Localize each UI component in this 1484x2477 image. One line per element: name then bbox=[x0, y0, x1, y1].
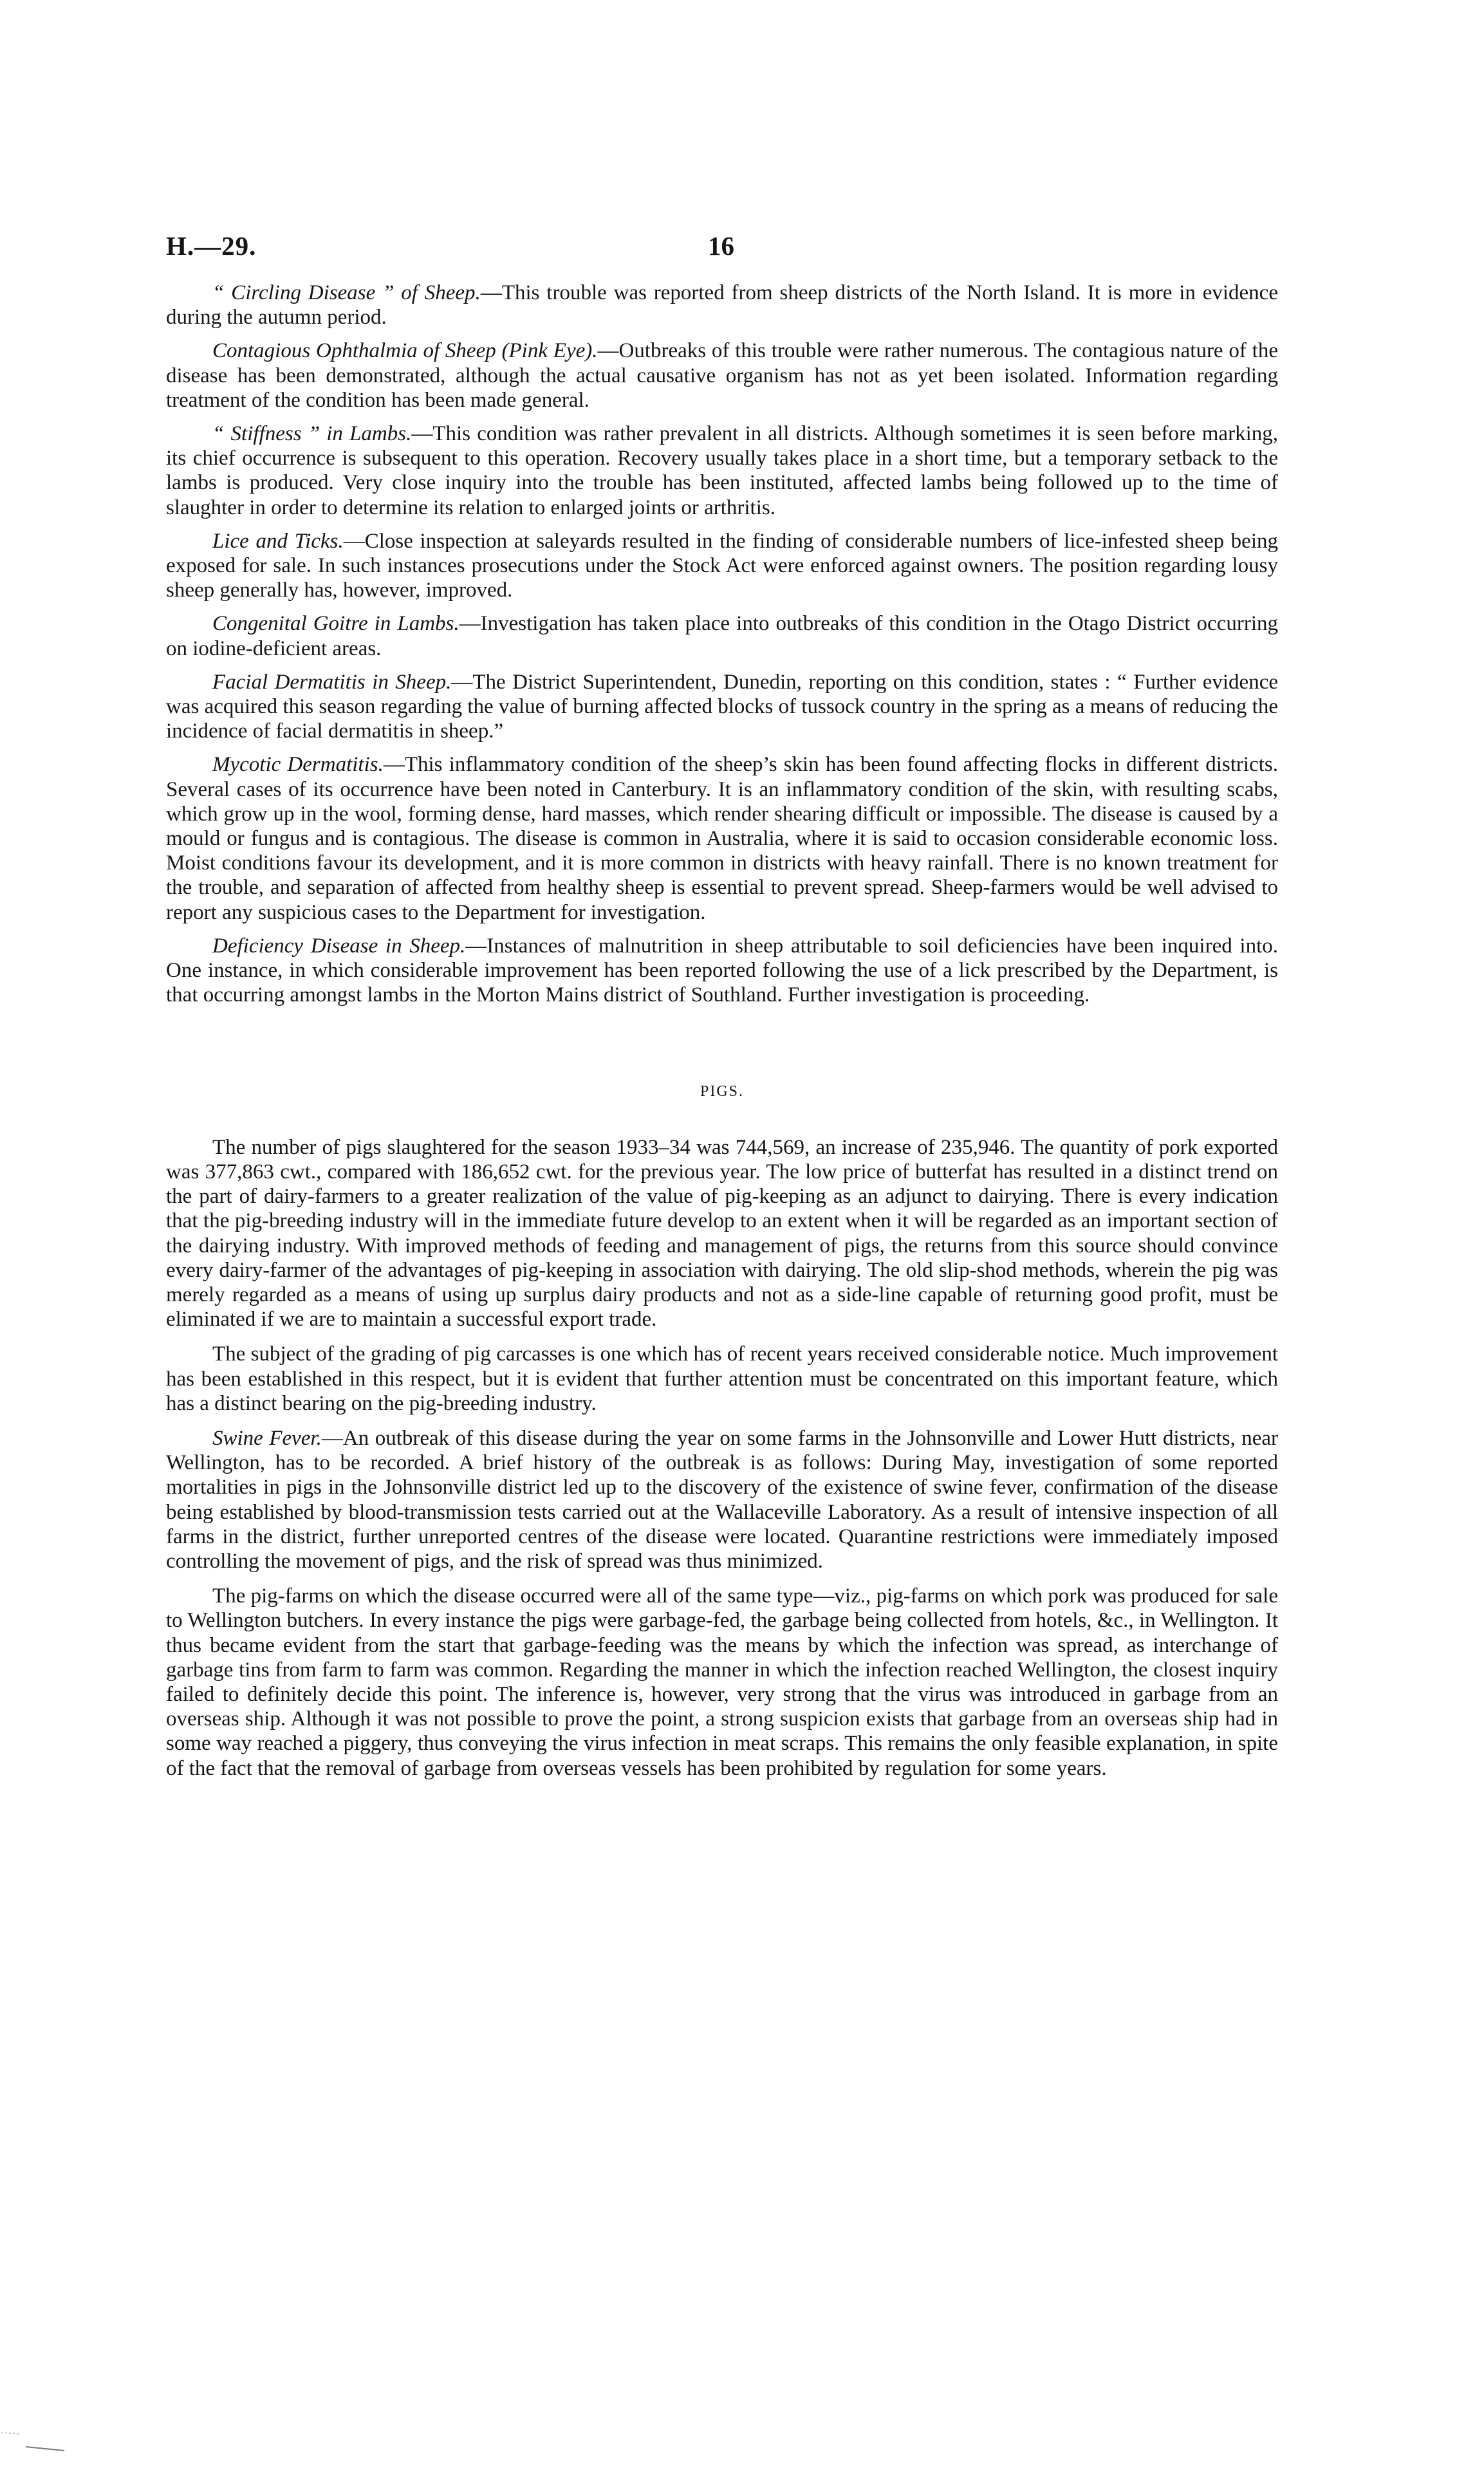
paragraph-text: —Outbreaks of this trouble were rather numerous. The contagious nature of the disease has been demonstrated, although the actual causative organism has not as yet been isolated. Information regarding treatment of the condition has been made general. bbox=[166, 339, 1278, 412]
paragraph-title: Congenital Goitre in Lambs. bbox=[212, 612, 459, 636]
paragraph-stiffness-in-lambs bbox=[166, 422, 1278, 520]
paragraph-text: —This condition was rather prevalent in all districts. Although sometimes it is seen before marking, its chief occurrence is subsequent to this operation. Recovery usually takes place in a short time, but a temporary setback to the lambs is produced. Very close inquiry into the trouble has been instituted, affected lambs being followed up to the time of slaughter in order to determine its relation to enlarged joints or arthritis. bbox=[166, 422, 1278, 519]
section-heading-pigs: PIGS. bbox=[700, 1083, 745, 1100]
paragraph-carcass-grading: The subject of the grading of pig carcasses is one which has of recent years received considerable notice. Much improvement has been established in this respect, but it is evident that further attention must be concentrated on this important feature, which has a distinct bearing on the pig-breeding industry. bbox=[166, 1342, 1278, 1415]
paragraph-lice-and-ticks bbox=[166, 529, 1278, 603]
paragraph-text: —An outbreak of this disease during the year on some farms in the Johnsonville and Lower Hutt districts, near Wellington, has to be recorded. A brief history of the outbreak is as follows: During May, investigation of some reported mortalities in pigs in the Johnsonville district led up to the discovery of the existence of swine fever, confirmation of the disease being established by blood-transmission tests carried out at the Wallaceville Laboratory. As a result of intensive inspection of all farms in the district, further unreported centres of the disease were located. Quarantine restrictions were immediately imposed controlling the movement of pigs, and the risk of spread was thus minimized. bbox=[166, 1426, 1279, 1573]
document-reference: H.—29. bbox=[166, 231, 257, 261]
paragraph-text: —Investigation has taken place into outbreaks of this condition in the Otago District occurring on iodine-deficient areas. bbox=[166, 612, 1278, 660]
page-number: 16 bbox=[708, 231, 734, 261]
paragraph-facial-dermatitis bbox=[166, 670, 1278, 744]
paragraph-title: Facial Dermatitis in Sheep. bbox=[212, 670, 452, 694]
paragraph-title: Deficiency Disease in Sheep. bbox=[212, 934, 466, 958]
paragraph-pink-eye bbox=[166, 339, 1278, 413]
paragraph-text: —This inflammatory condition of the sheep’s skin has been found affecting flocks in different districts. Several cases of its occurrence have been noted in Canterbury. It is an inflammatory condition of the skin, with resulting scabs, which grow up in the wool, forming dense, hard masses, which render shearing difficult or impossible. The disease is caused by a mould or fungus and is contagious. The disease is common in Australia, where it is said to occasion considerable economic loss. Moist conditions favour its development, and it is more common in districts with heavy rainfall. There is no known treatment for the trouble, and separation of affected from healthy sheep is essential to prevent spread. Sheep-farmers would be well advised to report any suspicious cases to the Department for investigation. bbox=[166, 753, 1278, 924]
page-body bbox=[166, 281, 1278, 1791]
paragraph-title: Lice and Ticks. bbox=[212, 529, 344, 553]
paragraph-text: —Close inspection at saleyards resulted in the finding of considerable numbers of lice-infested sheep being exposed for sale. In such instances prosecutions under the Stock Act were enforced against owners. The position regarding lousy sheep generally has, however, improved. bbox=[166, 529, 1278, 602]
paragraph-text: —This trouble was reported from sheep districts of the North Island. It is more in evidence during the autumn period. bbox=[166, 281, 1278, 329]
paragraph-text: —Instances of malnutrition in sheep attributable to soil deficiencies have been inquired into. One instance, in which considerable improvement has been reported following the use of a lick prescribed by the Department, is that occurring amongst lambs in the Morton Mains district of Southland. Further investigation is proceeding. bbox=[166, 934, 1278, 1007]
paragraph-title: Mycotic Dermatitis. bbox=[212, 753, 384, 777]
paragraph-deficiency-disease bbox=[166, 934, 1278, 1008]
paragraph-title: Contagious Ophthalmia of Sheep (Pink Eye). bbox=[212, 339, 598, 363]
paragraph-text: —The District Superintendent, Dunedin, reporting on this condition, states : “ Further evidence was acquired this season regarding the value of burning affected blocks of tussock country in the spring as a means of reducing the incidence of facial dermatitis in sheep.” bbox=[166, 670, 1278, 743]
paragraph-congenital-goitre bbox=[166, 611, 1278, 660]
paragraph-circling-disease bbox=[166, 281, 1278, 329]
paragraph-title: “ Circling Disease ” of Sheep. bbox=[212, 281, 481, 304]
paragraph-mycotic-dermatitis bbox=[166, 752, 1278, 924]
paragraph-pig-slaughter-stats: The number of pigs slaughtered for the season 1933–34 was 744,569, an increase of 235,946. The quantity of pork exported was 377,863 cwt., compared with 186,652 cwt. for the previous year. The low price of butterfat has resulted in a distinct trend on the part of dairy-farmers to a greater realization of the value of pig-keeping as an adjunct to dairying. There is every indication that the pig-breeding industry will in the immediate future develop to an extent when it will be regarded as an important section of the dairying industry. With improved methods of feeding and management of pigs, the returns from this source should convince every dairy-farmer of the advantages of pig-keeping in association with dairying. The old slip-shod methods, wherein the pig was merely regarded as a means of using up surplus dairy products and not as a side-line capable of returning good profit, must be eliminated if we are to maintain a successful export trade. bbox=[166, 1135, 1278, 1331]
scan-artifact-mark bbox=[0, 2420, 77, 2471]
paragraph-swine-fever bbox=[166, 1426, 1278, 1573]
paragraph-garbage-feeding: The pig-farms on which the disease occurred were all of the same type—viz., pig-farms on which pork was produced for sale to Wellington butchers. In every instance the pigs were garbage-fed, the garbage being collected from hotels, &c., in Wellington. It thus became evident from the start that garbage-feeding was the means by which the infection was spread, as interchange of garbage tins from farm to farm was common. Regarding the manner in which the infection reached Wellington, the closest inquiry failed to definitely decide this point. The inference is, however, very strong that the virus was introduced in garbage from an overseas ship. Although it was not possible to prove the point, a strong suspicion exists that garbage from an overseas ship had in some way reached a piggery, thus conveying the virus infection in meat scraps. This remains the only feasible explanation, in spite of the fact that the removal of garbage from overseas vessels has been prohibited by regulation for some years. bbox=[166, 1584, 1278, 1780]
paragraph-title: Swine Fever. bbox=[212, 1426, 322, 1450]
page-header bbox=[166, 230, 1286, 269]
paragraph-title: “ Stiffness ” in Lambs. bbox=[212, 422, 412, 446]
